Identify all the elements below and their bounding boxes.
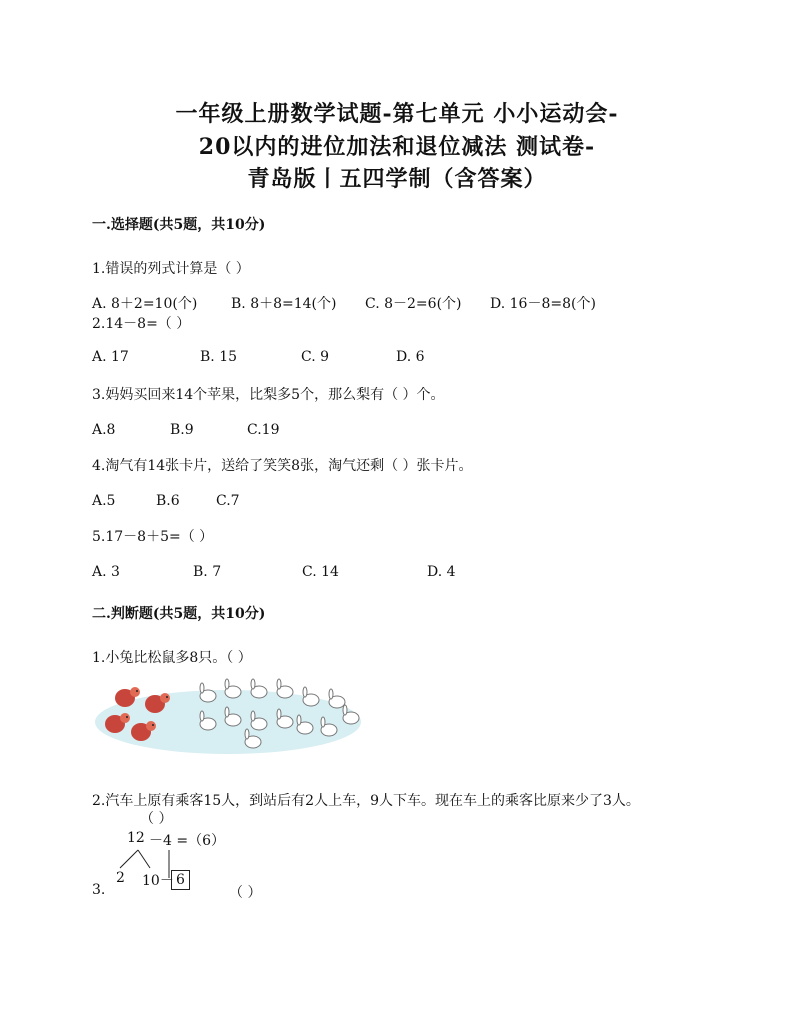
option-c: C.7 [216, 493, 240, 509]
question-1-1: 1.错误的列式计算是（ ） [92, 261, 250, 277]
options-1-5 [92, 564, 652, 584]
boxed-answer: 6 [171, 870, 190, 890]
title-line-2: 20以内的进位加法和退位减法 测试卷- [198, 134, 596, 160]
question-1-3: 3.妈妈买回来14个苹果，比梨多5个，那么梨有（ ）个。 [92, 387, 445, 403]
title-line-1: 一年级上册数学试题-第七单元 小小运动会- [175, 101, 619, 127]
option-d: D. 6 [396, 349, 425, 365]
answer-blank-2-2: （ ） [140, 811, 173, 827]
options-1-3 [92, 422, 652, 442]
rabbit-icon [329, 689, 345, 708]
rabbit-icon [303, 687, 319, 706]
minuend: 12 [127, 830, 145, 846]
option-b: B. 15 [200, 349, 238, 365]
question-2-3-number: 3. [92, 882, 106, 898]
rabbit-icon [343, 705, 359, 724]
option-d: D. 4 [427, 564, 456, 580]
question-1-4: 4.淘气有14张卡片，送给了笑笑8张，淘气还剩（ ）张卡片。 [92, 458, 473, 474]
option-b: B.6 [156, 493, 180, 509]
option-a: A.5 [92, 493, 116, 509]
option-b: B. 8＋8=14(个) [231, 296, 337, 312]
option-b: B. 7 [193, 564, 222, 580]
option-c: C.19 [247, 422, 280, 438]
subtrahend-equation: －4 =（6） [149, 833, 225, 849]
options-1-1 [92, 293, 652, 313]
option-c: C. 8－2=6(个) [365, 296, 462, 312]
answer-blank-2-3: （ ） [229, 885, 262, 901]
option-c: C. 9 [301, 349, 330, 365]
section-heading-judgment: 二.判断题(共5题，共10分) [92, 606, 266, 622]
split-right: 10－ [142, 873, 174, 889]
question-2-2: 2.汽车上原有乘客15人，到站后有2人上车，9人下车。现在车上的乘客比原来少了3人。 [92, 793, 640, 809]
question-2-1: 1.小兔比松鼠多8只。（ ） [92, 650, 252, 666]
title-line-3: 青岛版丨五四学制（含答案） [247, 166, 547, 192]
option-b: B.9 [170, 422, 194, 438]
options-1-4 [92, 493, 652, 513]
option-a: A. 17 [92, 349, 129, 365]
split-lines [92, 830, 292, 900]
option-d: D. 16－8=8(个) [490, 296, 596, 312]
option-a: A. 3 [92, 564, 120, 580]
rabbit-icon [251, 679, 267, 698]
option-a: A.8 [92, 422, 116, 438]
options-1-2 [92, 349, 652, 369]
squirrels-rabbits-illustration [93, 678, 363, 756]
question-1-2: 2.14－8=（ ） [92, 316, 191, 332]
rabbit-icon [277, 679, 293, 698]
option-a: A. 8＋2=10(个) [92, 296, 198, 312]
rabbit-icon [225, 679, 241, 698]
split-left: 2 [116, 870, 125, 886]
option-c: C. 14 [302, 564, 339, 580]
rabbit-icon [200, 683, 216, 702]
section-heading-choice: 一.选择题(共5题，共10分) [92, 217, 266, 233]
subtraction-split-diagram [92, 830, 292, 900]
question-1-5: 5.17－8＋5=（ ） [92, 529, 214, 545]
